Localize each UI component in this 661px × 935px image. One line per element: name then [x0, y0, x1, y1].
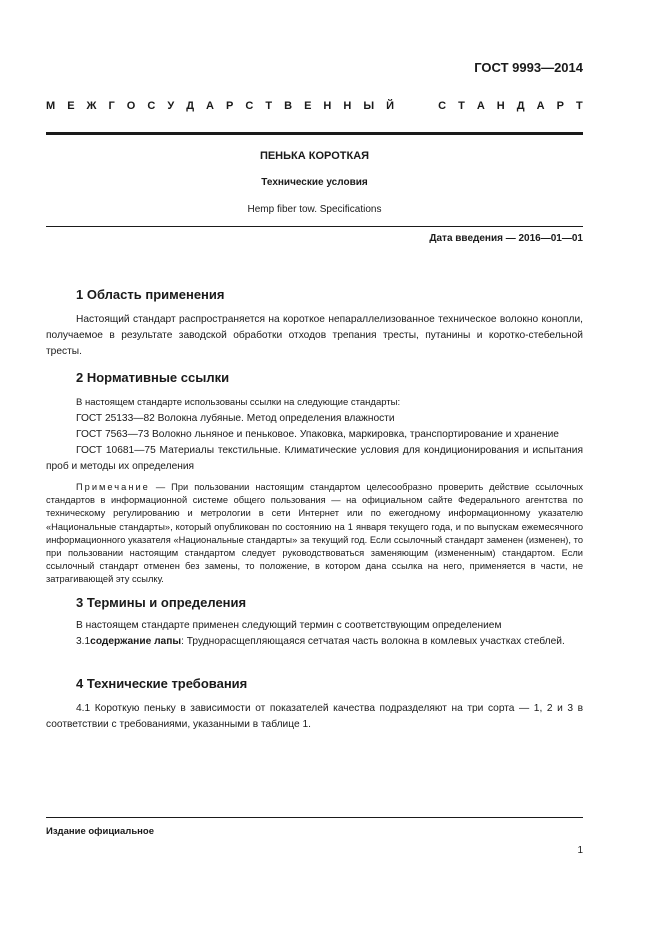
english-title: Hemp fiber tow. Specifications	[247, 204, 382, 215]
banner-letter: О	[126, 100, 136, 112]
reference-item: ГОСТ 7563—73 Волокно льняное и пеньковое. Упаковка, маркировка, транспортирование и хранение	[76, 429, 559, 440]
banner-letter: Е	[304, 100, 312, 112]
standard-number: ГОСТ 9993—2014	[474, 60, 583, 75]
banner-letter: А	[476, 100, 485, 112]
banner-letter: Н	[343, 100, 352, 112]
banner-letter: Т	[265, 100, 273, 112]
page-number: 1	[577, 845, 583, 856]
section-terms	[46, 595, 583, 650]
section-paragraph: 4.1 Короткую пеньку в зависимости от показателей качества подразделяют на три сорта — 1, 2 и 3 в соответствии с требованиями, указанными в таблице 1.	[46, 703, 583, 730]
banner-letter: Ж	[86, 100, 97, 112]
interstate-standard-banner	[46, 100, 583, 112]
banner-letter: С	[245, 100, 254, 112]
document-title: ПЕНЬКА КОРОТКАЯ	[259, 150, 370, 162]
banner-letter: Т	[458, 100, 465, 112]
banner-letter: Н	[323, 100, 332, 112]
section-heading: 1 Область применения	[76, 287, 225, 302]
term-definition	[46, 634, 583, 650]
banner-letter: А	[206, 100, 214, 112]
banner-letter: Р	[226, 100, 234, 112]
banner-letter: А	[536, 100, 545, 112]
document-subtitle: Технические условия	[261, 177, 368, 188]
footer-rule	[46, 817, 583, 818]
title-rule	[46, 226, 583, 227]
banner-letter: Т	[575, 100, 583, 112]
banner-letter: Д	[186, 100, 195, 112]
note-label: Примечание	[76, 482, 150, 492]
section-heading: 2 Нормативные ссылки	[76, 370, 230, 385]
banner-gap	[406, 100, 426, 112]
banner-letter: В	[284, 100, 293, 112]
banner-letter: Р	[556, 100, 564, 112]
term-name: содержание лапы	[90, 636, 182, 647]
banner-letter: Д	[516, 100, 525, 112]
note-text: — При пользовании настоящим стандартом целесообразно проверить действие ссылочных стандартов в информационной системе общего пользования — на официальном сайте Федерального агентства по техническому регулированию и метрологии в сети Интернет или по ежегодному информационному указателю «Национальные стандарты», который опубликован по состоянию на 1 января текущего года, и по выпускам ежемесячного информационного указателя «Национальные стандарты» за текущий год. Если ссылочный стандарт заменен (изменен), то при пользовании настоящим стандартом следует руководствоваться заменяющим (измененным) стандартом. Если ссылочный стандарт отменен без замены, то положение, в котором дана ссылка на него, применяется в части, не затрагивающей эту ссылку.	[46, 482, 583, 585]
terms-intro: В настоящем стандарте применен следующий термин с соответствующим определением	[76, 620, 502, 631]
banner-letter: У	[167, 100, 175, 112]
section-paragraph: Настоящий стандарт распространяется на короткое непараллелизованное техническое волокно конопли, получаемое в результате заводской обработки отходов трепания тресты, путанины и коротко-стебельной тресты.	[46, 314, 583, 357]
section-technical-requirements	[46, 676, 583, 733]
section-normative-references	[46, 370, 583, 587]
term-number: 3.1	[76, 636, 91, 647]
banner-letter: Г	[108, 100, 115, 112]
reference-item: ГОСТ 10681—75 Материалы текстильные. Климатические условия для кондиционирования и испытания проб и методы их определения	[46, 445, 583, 472]
section-heading: 3 Термины и определения	[76, 595, 247, 610]
banner-letter: Н	[496, 100, 505, 112]
banner-letter: М	[46, 100, 56, 112]
header-rule	[46, 132, 583, 135]
note	[46, 481, 583, 587]
introduction-date: Дата введения — 2016—01—01	[429, 233, 583, 244]
section-scope	[46, 287, 583, 360]
banner-letter: Е	[67, 100, 75, 112]
official-edition-label: Издание официальное	[46, 826, 154, 837]
banner-letter: Ы	[363, 100, 375, 112]
section-heading: 4 Технические требования	[76, 676, 248, 691]
banner-letter: С	[147, 100, 156, 112]
banner-letter: Й	[386, 100, 395, 112]
reference-item: ГОСТ 25133—82 Волокна лубяные. Метод определения влажности	[76, 413, 395, 424]
term-text: : Труднорасщепляющаяся сетчатая часть волокна в комлевых участках стеблей.	[181, 636, 565, 647]
banner-letter: С	[438, 100, 447, 112]
references-intro: В настоящем стандарте использованы ссылки на следующие стандарты:	[76, 397, 401, 408]
